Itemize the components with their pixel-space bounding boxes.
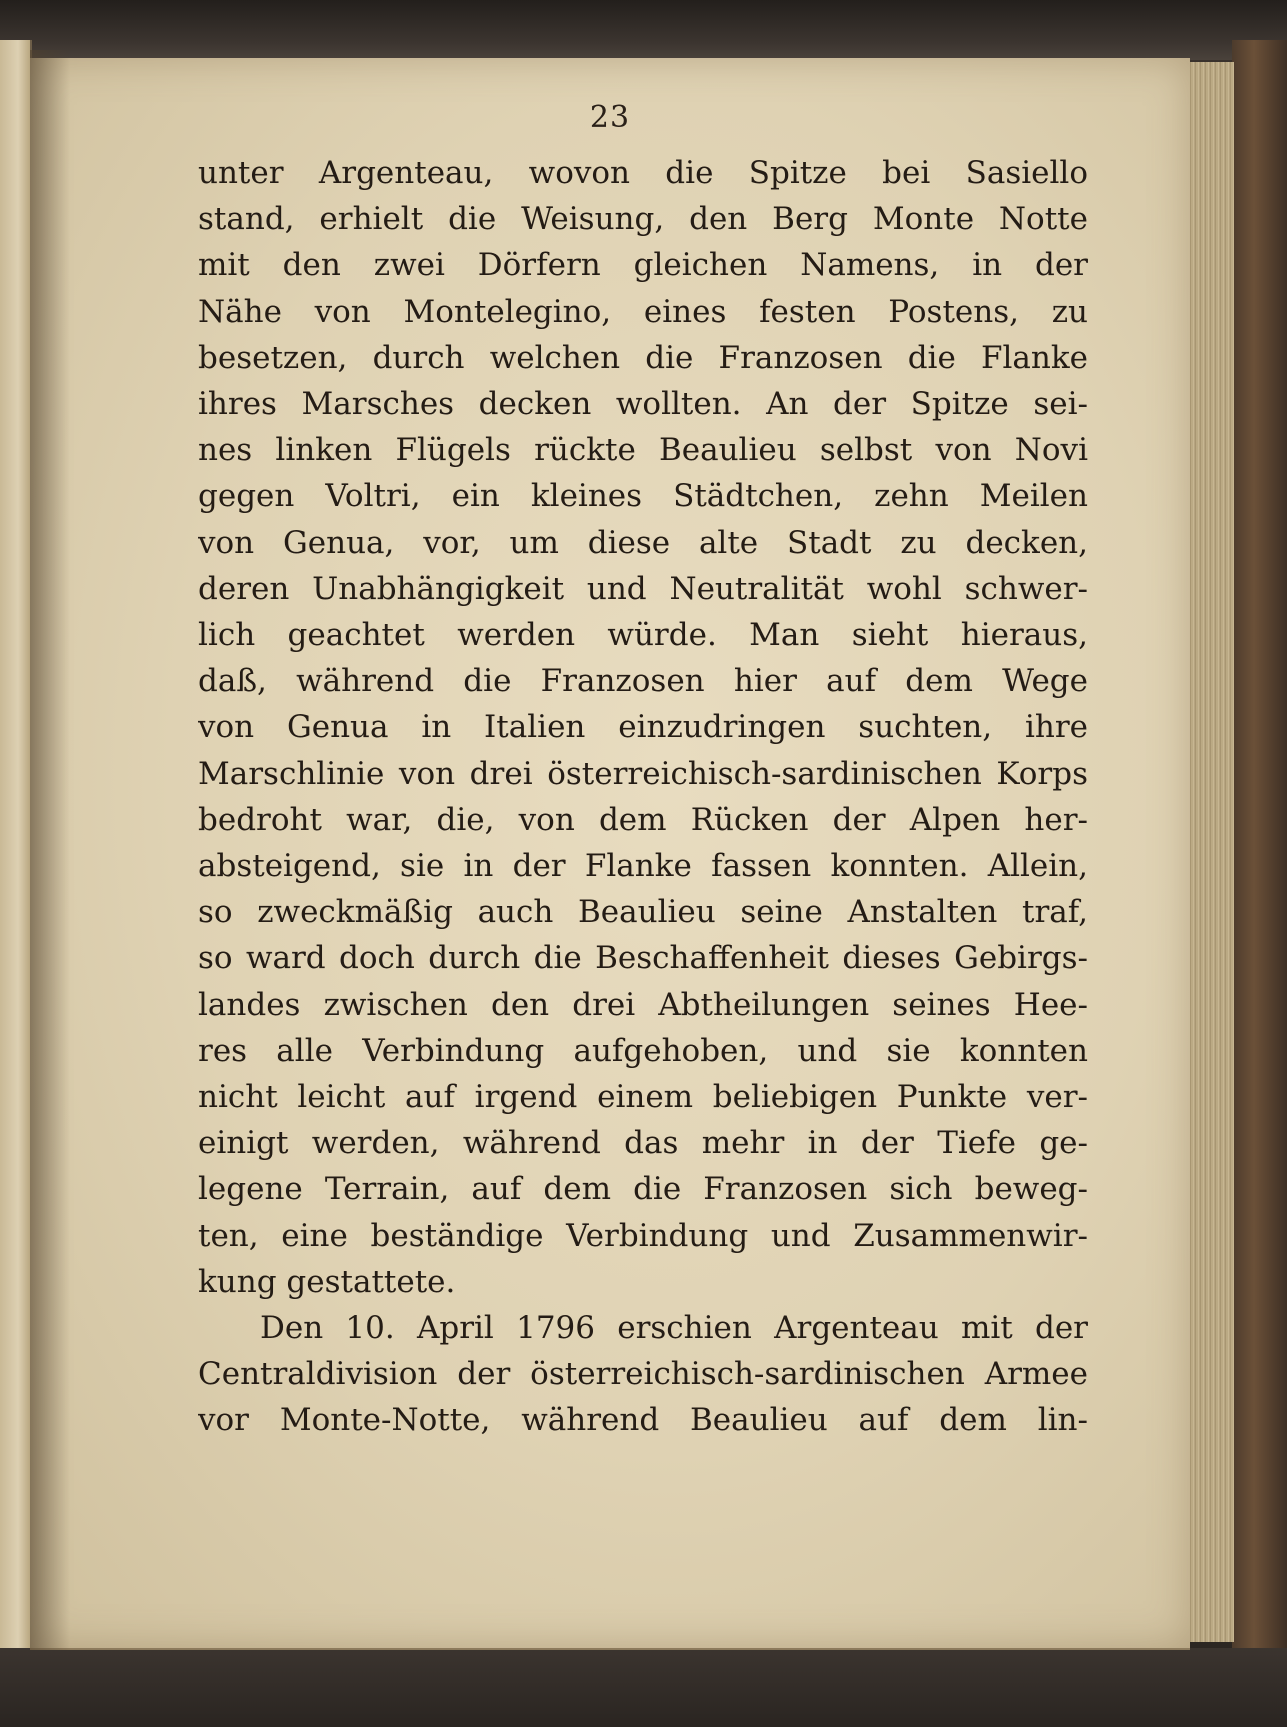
text-line: res alle Verbindung aufgehoben, und sie konnten [198,1032,1088,1069]
text-line: so zweckmäßig auch Beaulieu seine Anstalten traf, [198,894,1088,931]
text-line: legene Terrain, auf dem die Franzosen sich beweg- [198,1171,1088,1208]
gutter-shadow [30,50,70,1650]
text-line: einigt werden, während das mehr in der Tiefe ge- [198,1125,1088,1162]
book-page [30,58,1190,1650]
book-cover-right [1232,40,1287,1727]
book-cover-bottom [0,1648,1287,1727]
left-page-edge [0,40,32,1690]
book-cover-top [0,0,1287,60]
text-line: ten, eine beständige Verbindung und Zusammenwir- [198,1217,1088,1254]
text-line: deren Unabhängigkeit und Neutralität wohl schwer- [198,570,1088,607]
text-line: nes linken Flügels rückte Beaulieu selbst von Novi [198,432,1088,469]
text-line: besetzen, durch welchen die Franzosen die Flanke [198,339,1088,376]
text-line: daß, während die Franzosen hier auf dem Wege [198,663,1088,700]
text-line: gegen Voltri, ein kleines Städtchen, zehn Meilen [198,478,1088,515]
text-line: von Genua, vor, um diese alte Stadt zu decken, [198,524,1088,561]
text-line: von Genua in Italien einzudringen suchten, ihre [198,709,1088,746]
text-line: ihres Marsches decken wollten. An der Spitze sei- [198,386,1088,423]
text-line: so ward doch durch die Beschaffenheit dieses Gebirgs- [198,940,1088,977]
text-line: lich geachtet werden würde. Man sieht hieraus, [198,617,1088,654]
text-line: kung gestattete. [198,1263,456,1300]
text-line: unter Argenteau, wovon die Spitze bei Sasiello [198,155,1088,191]
text-line: bedroht war, die, von dem Rücken der Alpen her- [198,801,1088,838]
text-line: Nähe von Montelegino, eines festen Postens, zu [198,293,1088,330]
text-line: absteigend, sie in der Flanke fassen konnten. Allein, [198,848,1088,885]
body-text [198,150,1088,1444]
text-line: Marschlinie von drei österreichisch-sardinischen Korps [198,755,1088,792]
text-line: landes zwischen den drei Abtheilungen seines Hee- [198,986,1088,1023]
text-line: stand, erhielt die Weisung, den Berg Monte Notte [198,201,1088,238]
text-line: Den 10. April 1796 erschien Argenteau mit der [260,1310,1088,1347]
text-line: mit den zwei Dörfern gleichen Namens, in der [198,247,1088,284]
text-line: Centraldivision der österreichisch-sardinischen Armee [198,1356,1088,1393]
text-line: vor Monte-Notte, während Beaulieu auf dem lin- [198,1402,1088,1439]
page-number: 23 [589,100,631,135]
text-line: nicht leicht auf irgend einem beliebigen Punkte ver- [198,1079,1088,1116]
